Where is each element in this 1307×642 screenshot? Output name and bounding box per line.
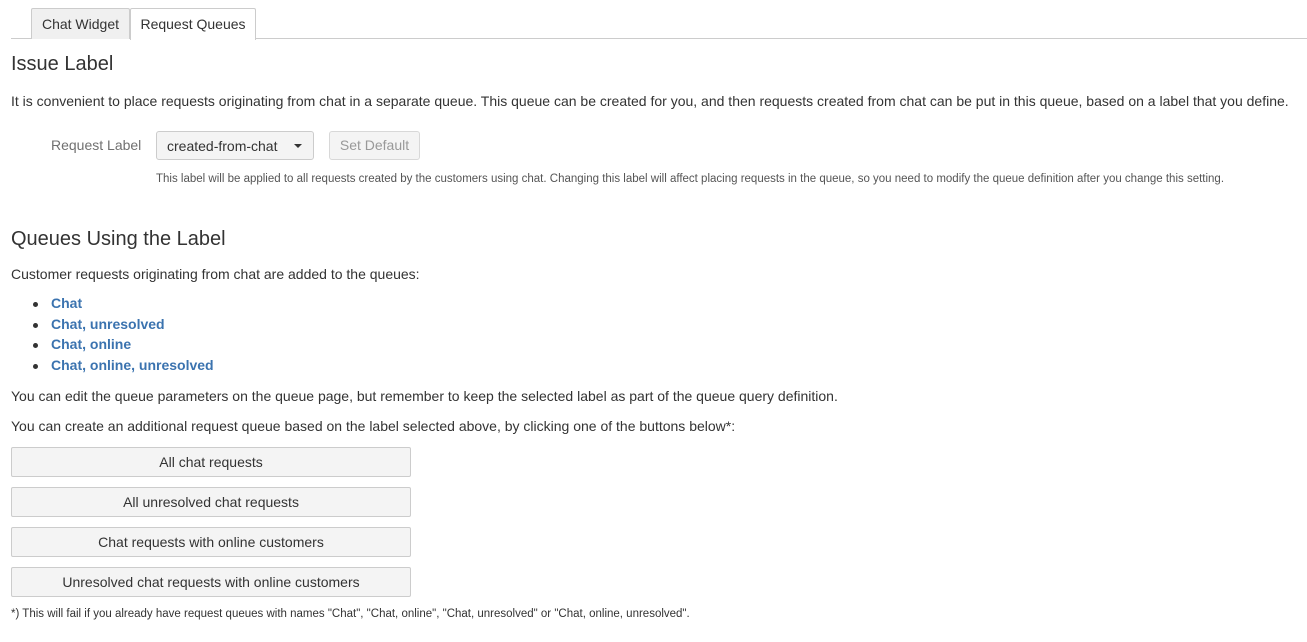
set-default-button[interactable]: Set Default [329, 131, 420, 160]
queue-link-chat-online[interactable]: Chat, online [51, 336, 132, 352]
request-label-select[interactable] [156, 131, 314, 160]
all-unresolved-chat-requests-button[interactable]: All unresolved chat requests [11, 487, 411, 517]
tab-bar [11, 8, 1307, 39]
list-item [33, 295, 214, 316]
unresolved-online-customers-requests-button[interactable]: Unresolved chat requests with online customers [11, 567, 411, 597]
tab-request-queues[interactable]: Request Queues [130, 8, 256, 40]
queues-intro: Customer requests originating from chat are added to the queues: [11, 266, 420, 282]
queue-link-chat-unresolved[interactable]: Chat, unresolved [51, 315, 165, 332]
request-label-field-label: Request Label [51, 137, 142, 153]
issue-label-heading: Issue Label [11, 53, 114, 75]
queue-link-chat[interactable]: Chat [51, 295, 83, 311]
queue-list [33, 295, 214, 377]
request-label-selected-value: created-from-chat [167, 138, 278, 154]
queues-heading: Queues Using the Label [11, 228, 226, 250]
queue-link-chat-online-unresolved[interactable]: Chat, online, unresolved [51, 356, 214, 373]
chevron-down-icon [294, 144, 302, 148]
create-note: You can create an additional request queue based on the label selected above, by clicking one of the buttons below*: [11, 418, 736, 434]
request-label-help-text: This label will be applied to all requests created by the customers using chat. Changing this label will affect placing requests in the queue, so you need to modify the queue definition after you change this setting. [156, 173, 1225, 185]
list-item [33, 357, 214, 378]
edit-note: You can edit the queue parameters on the queue page, but remember to keep the selected label as part of the queue query definition. [11, 388, 838, 404]
all-chat-requests-button[interactable]: All chat requests [11, 447, 411, 477]
list-item [33, 316, 214, 337]
list-item [33, 336, 214, 357]
footnote: *) This will fail if you already have request queues with names "Chat", "Chat, online", "Chat, unresolved" or "Chat, online, unresolved". [11, 608, 690, 620]
tab-chat-widget[interactable]: Chat Widget [31, 8, 130, 39]
online-customers-requests-button[interactable]: Chat requests with online customers [11, 527, 411, 557]
issue-label-description: It is convenient to place requests originating from chat in a separate queue. This queue can be created for you, and then requests created from chat can be put in this queue, based on a label that you define. [11, 93, 1289, 109]
